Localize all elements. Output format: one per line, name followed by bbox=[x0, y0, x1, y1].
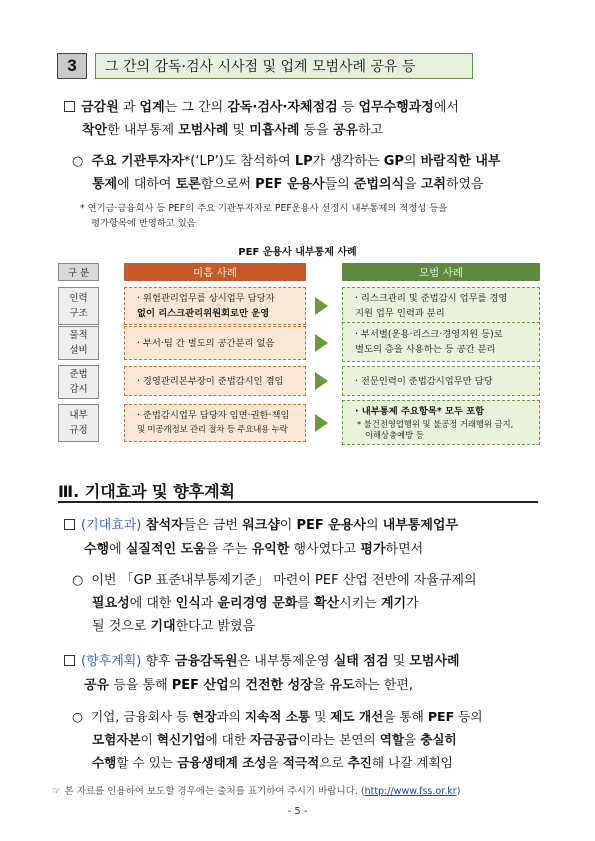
table-header-good-cases: 모범 사례 bbox=[342, 263, 540, 281]
website-link[interactable]: http://www.fss.or.kr bbox=[364, 786, 457, 797]
table-row-label: 내부 규정 bbox=[58, 404, 99, 442]
paragraph-4-line-2: 필요성에 대한 인식과 윤리경영 문화를 확산시키는 계기가 bbox=[92, 596, 419, 611]
square-bullet-icon bbox=[64, 101, 75, 112]
arrow-right-icon bbox=[315, 297, 328, 315]
arrow-right-icon bbox=[315, 372, 328, 390]
table-row-label: 준법 감시 bbox=[58, 365, 99, 399]
section-number: 3 bbox=[57, 53, 87, 79]
circle-bullet-icon: ○ bbox=[72, 573, 84, 588]
bad-case-cell: · 위험관리업무를 상시업무 담당자 없이 리스크관리위원회로만 운영 bbox=[124, 287, 306, 325]
square-bullet-icon bbox=[64, 655, 75, 666]
paragraph-1-line-2: 착안한 내부통제 모범사례 및 미흡사례 등을 공유하고 bbox=[82, 123, 384, 138]
arrow-right-icon bbox=[315, 414, 328, 432]
paragraph-6-line-3: 수행할 수 있는 금융생태계 조성을 적극적으로 추진해 나갈 계획임 bbox=[92, 755, 453, 770]
bad-case-cell: · 부서·팀 간 별도의 공간분리 없음 bbox=[124, 326, 306, 360]
circle-bullet-icon: ○ bbox=[72, 154, 84, 169]
paragraph-5-line-2: 공유 등을 통해 PEF 산업의 건전한 성장을 유도하는 한편, bbox=[84, 678, 414, 693]
good-case-cell: · 부서별(운용·리스크·경영지원 등)로 별도의 층을 사용하는 등 공간 분리 bbox=[342, 322, 540, 362]
paragraph-3-line-1: (기대효과) 참석자들은 금번 워크샵이 PEF 운용사의 내부통제업무 bbox=[64, 514, 458, 537]
bad-case-cell: · 경영관리본부장이 준법감시인 겸임 bbox=[124, 366, 306, 396]
square-bullet-icon bbox=[64, 519, 75, 530]
section-divider bbox=[58, 501, 538, 503]
circle-bullet-icon: ○ bbox=[72, 709, 83, 724]
paragraph-6-line-2: 모험자본이 혁신기업에 대한 자금공급이라는 본연의 역할을 충실히 bbox=[92, 732, 457, 747]
paragraph-4-line-3: 될 것으로 기대한다고 밝혔음 bbox=[92, 619, 256, 634]
table-header-category: 구 분 bbox=[58, 263, 99, 281]
paragraph-2-line-2: 통제에 대하여 토론함으로써 PEF 운용사들의 준법의식을 고취하였음 bbox=[92, 177, 484, 192]
table-row-label: 인력 구조 bbox=[58, 287, 99, 325]
paragraph-5-line-1: (향후계획) 향후 금융감독원은 내부통제운영 실태 점검 및 모범사례 bbox=[64, 650, 460, 673]
page-number: - 5 - bbox=[287, 806, 308, 817]
paragraph-6-line-1: ○ 기업, 금융회사 등 현장과의 지속적 소통 및 제도 개선을 통해 PEF 등의 bbox=[72, 709, 483, 724]
section-heading: Ⅲ. 기대효과 및 향후계획 bbox=[58, 482, 236, 501]
section-title: 그 간의 감독·검사 시사점 및 업계 모범사례 공유 등 bbox=[95, 53, 473, 79]
good-case-cell: · 내부통제 주요항목* 모두 포함 * 불건전영업행위 및 불공정 거래행위 금지, 이해상충예방 등 bbox=[342, 400, 540, 445]
good-case-cell: · 전문인력이 준법감시업무만 담당 bbox=[342, 366, 540, 396]
citation-footnote: ☞ 본 자료를 인용하여 보도할 경우에는 출처를 표기하여 주시기 바랍니다. (http://www.fss.or.kr) bbox=[52, 786, 461, 797]
table-row-label: 물적 설비 bbox=[58, 326, 99, 360]
table-title: PEF 운용사 내부통제 사례 bbox=[238, 247, 357, 258]
good-case-cell: · 리스크관리 및 준법감시 업무를 경영 지원 업무 인력과 분리 bbox=[342, 287, 540, 325]
pointing-hand-icon: ☞ bbox=[52, 786, 61, 797]
arrow-right-icon bbox=[315, 334, 328, 352]
footnote-lp: * 연기금·금융회사 등 PEF의 주요 기관투자자로 PEF운용사 선정시 내부통제의 적정성 등을 평가항목에 반영하고 있음 bbox=[80, 203, 448, 229]
paragraph-3-line-2: 수행에 실질적인 도움을 주는 유익한 행사였다고 평가하면서 bbox=[84, 542, 424, 557]
paragraph-1-line-1: 금감원 과 업계는 그 간의 감독·검사·자체점검 등 업무수행과정에서 bbox=[64, 96, 459, 119]
bad-case-cell: · 준법감시업무 담당자 임면·권한·책임 및 미공개정보 관리 절차 등 주요내용 누락 bbox=[124, 404, 306, 442]
paragraph-2-line-1: ○ 주요 기관투자자*(‘LP’)도 참석하여 LP가 생각하는 GP의 바람직한 내부 bbox=[72, 154, 501, 169]
paragraph-4-line-1: ○ 이번 「GP 표준내부통제기준」 마련이 PEF 산업 전반에 자율규제의 bbox=[72, 573, 477, 588]
table-header-bad-cases: 미흡 사례 bbox=[124, 263, 306, 281]
